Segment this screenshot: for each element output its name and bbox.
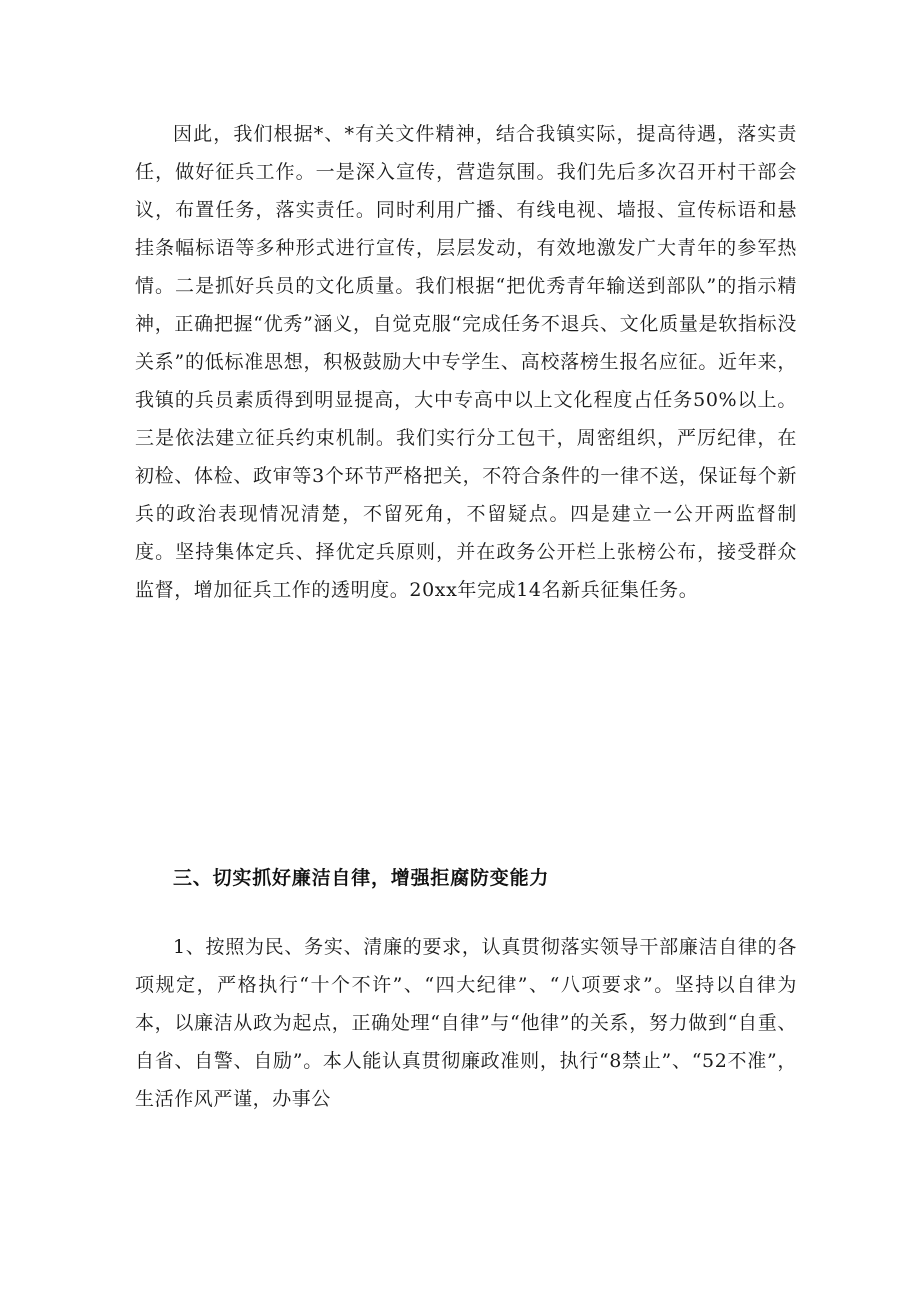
body-paragraph-integrity: 1、按照为民、务实、清廉的要求，认真贯彻落实领导干部廉洁自律的各项规定，严格执行“十个不许”、“四大纪律”、“八项要求”。坚持以自律为本，以廉洁从政为起点，正确处理“自律”与“他律”的关系，努力做到“自重、自省、自警、自励”。本人能认真贯彻廉政准则，执行“8禁止”、“52不准”，生活作风严谨，办事公: [135, 936, 797, 1110]
body-paragraph-conscription: 因此，我们根据*、*有关文件精神，结合我镇实际，提高待遇，落实责任，做好征兵工作。一是深入宣传，营造氛围。我们先后多次召开村干部会议，布置任务，落实责任。同时利用广播、有线电视、墙报、宣传标语和悬挂条幅标语等多种形式进行宣传，层层发动，有效地激发广大青年的参军热情。二是抓好兵员的文化质量。我们根据“把优秀青年输送到部队”的指示精神，正确把握“优秀”涵义，自觉克服“完成任务不退兵、文化质量是软指标没关系”的低标准思想，积极鼓励大中专学生、高校落榜生报名应征。近年来，我镇的兵员素质得到明显提高，大中专高中以上文化程度占任务50%以上。三是依法建立征兵约束机制。我们实行分工包干，周密组织，严厉纪律，在初检、体检、政审等3个环节严格把关，不符合条件的一律不送，保证每个新兵的政治表现情况清楚，不留死角，不留疑点。四是建立一公开两监督制度。坚持集体定兵、择优定兵原则，并在政务公开栏上张榜公布，接受群众监督，增加征兵工作的透明度。20xx年完成14名新兵征集任务。: [135, 123, 797, 601]
section-heading: 三、切实抓好廉洁自律，增强拒腐防变能力: [173, 867, 550, 889]
